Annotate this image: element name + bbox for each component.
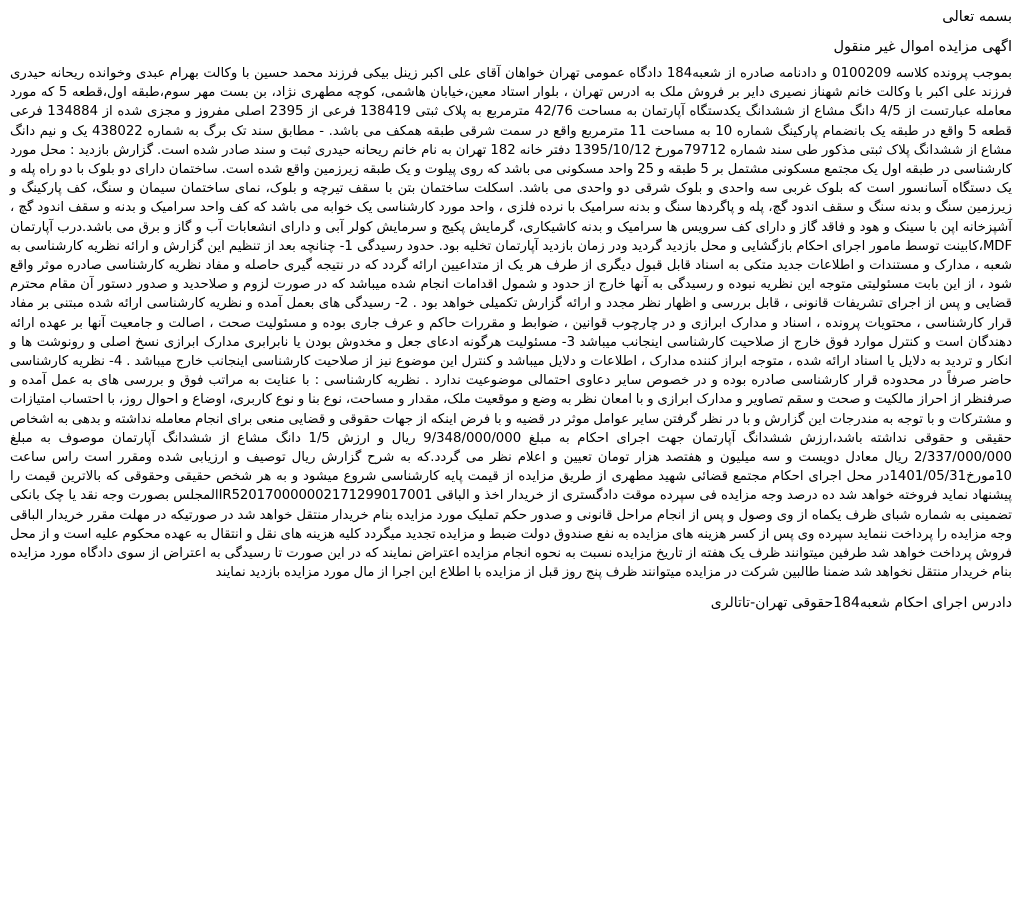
document-header-bismillah: بسمه تعالی	[942, 9, 1012, 25]
document-title: اگهی مزایده اموال غیر منقول	[833, 39, 1012, 55]
document-body: بموجب پرونده کلاسه 0100209 و دادنامه صادره از شعبه184 دادگاه عمومی تهران خواهان آقای علی اکبر زینل بیکی فرزند محمد حسین با وکالت بهرام عبدی وخوانده ریحانه حیدری فرزند علی اکبر با وکالت خانم شهناز نصیری دایر بر فروش ملک به ادرس تهران ، بلوار استاد معین،خیابان هاشمی، کوچه مطهری نژاد، بن بست مهر سوم،طبقه اول،قطعه 5 که مورد معامله عبارتست از 4/5 دانگ مشاع از ششدانگ یکدستگاه آپارتمان به مساحت 42/76 مترمربع به پلاک ثبتی 138419 فرعی از 2395 اصلی مفروز و مجزی شده از 134884 فرعی قطعه 5 واقع در طبقه یک بانضمام پارکینگ شماره 10 به مساحت 11 مترمربع واقع در سمت شرقی طبقه همکف می باشد. - مطابق سند تک برگ به شماره 438022 یک و نیم دانگ مشاع از ششدانگ پلاک ثبتی مذکور طی سند شماره 79712مورخ 1395/10/12 دفتر خانه 182 تهران به نام خانم ریحانه حیدری ثبت و سند صادر شده است. گزارش بازدید : محل مورد کارشناسی در طبقه اول یک مجتمع مسکونی مشتمل بر 5 طبقه و 25 واحد مسکونی می باشد که روی پیلوت و یک طبقه زیرزمین واقع شده است. ساختمان دارای دو بلوک با دو راه پله و یک دستگاه آسانسور است که بلوک غربی سه واحدی و بلوک شرقی دو واحدی می باشد. اسکلت ساختمان بتن با سقف تیرچه و بلوک، نمای ساختمان سیمان و سنگ، کف پارکینگ و زیرزمین سنگ و بدنه سنگ و سقف اندود گچ، پله و پاگردها سنگ و بدنه سرامیک با نرده فلزی ، واحد مورد کارشناسی یک خوابه می باشد که کف واحد سرامیک و بدنه و سقف اندود گچ ، آشپزخانه اپن با سینک و هود و فاقد گاز و دارای کف سرویس ها سرامیک و بدنه کاشیکاری، گرمایش پکیج و سرمایش کولر آبی و دارای انشعابات آب و گاز و برق می باشد.درب آپارتمان MDF،کابینت توسط مامور اجرای احکام بازگشایی و محل بازدید گردید ودر زمان بازدید آپارتمان تخلیه بود. حدود رسیدگی 1- چنانچه بعد از تنظیم این گزارش و ارائه نظریه کارشناسی به شعبه ، مدارک و مستندات و اطلاعات جدید متکی به اسناد قابل قبول دیگری از طرف هر یک از متداعیین ارائه گردد که در نتیجه گیری حاصله و مفاد نظریه کارشناسی صادره موثر واقع شود ، از این بابت مسئولیتی متوجه این نظریه نبوده و رسیدگی به آنها خارج از حدود و شمول اقدامات انجام شده میباشد که در صورت لزوم و صلاحدید و صدور دستور آن مقام محترم قضایی و پس از اجرای تشریفات قانونی ، قابل بررسی و اظهار نظر مجدد و ارائه گزارش تکمیلی خواهد بود . 2- رسیدگی های بعمل آمده و نظریه کارشناسی ارائه شده مبتنی بر مفاد قرار کارشناسی ، محتویات پرونده ، اسناد و مدارک ابرازی و در چارچوب قوانین ، ضوابط و مقررات حاکم و عرف جاری بوده و مسئولیت صحت ، اصالت و جامعیت آنها بر عهده ارائه دهندگان است و کنترل موارد فوق خارج از صلاحیت کارشناسی اینجانب میباشد 3- مسئولیت هرگونه ادعای جعل و مخدوش بودن یا نابرابری مدارک ابرازی نسخ اصلی و رونوشت ها و انکار و تردید به دلایل یا اسناد ارائه شده ، متوجه ابراز کننده مدارک ، اطلاعات و دلایل میباشد و کنترل این موضوع نیز از صلاحیت کارشناسی اینجانب خارج میباشد . 4- نظریه کارشناسی حاضر صرفاً در محدوده قرار کارشناسی صادره بوده و در خصوص سایر دعاوی احتمالی موضوعیت ندارد . نظریه کارشناسی : با عنایت به مراتب فوق و بررسی های به عمل آمده و صرفنظر از احراز مالکیت و صحت و سقم تصاویر و مدارک ابرازی و با امعان نظر به وضع و موقعیت ملک، مقدار و مساحت، نوع بنا و نوع کاربری، اوضاع و احوال روز، با احتساب امتیازات و مشترکات و با توجه به مندرجات این گزارش و با در نظر گرفتن سایر عوامل موثر در قضیه و با فرض اینکه از جهات حقوقی و قضایی منعی برای انجام معامله نداشته و بدهی به اشخاص حقیقی و حقوقی نداشته باشد،ارزش ششدانگ آپارتمان جهت اجرای احکام به مبلغ 9/348/000/000 ریال و ارزش 1/5 دانگ مشاع از ششدانگ آپارتمان موصوف به مبلغ 2/337/000/000 ریال معادل دویست و سه میلیون و هفتصد هزار تومان تعیین و اعلام نظر می گردد.که به شرح گزارش ریال توصیف و ارزیابی شده ومقرر است راس ساعت 10مورخ1401/05/31در محل اجرای احکام مجتمع قضائی شهید مطهری از طریق مزایده از قیمت پایه کارشناسی شروع میشود و به هر شخص حقیقی وحقوقی که بالاترین قیمت را پیشنهاد نماید فروخته خواهد شد ده درصد وجه مزایده فی سپرده موقت دادگستری از خریدار اخذ و الباقی IR520170000002171299017001المجلس بصورت وجه نقد یا چک بانکی تضمینی به شماره شبای ظرف یکماه از وی وصول و پس از انجام مراحل قانونی و صدور حکم تملیک مورد مزایده بنام خریدار منتقل خواهد شد در صورتیکه در مهلت مقرر خریدار الباقی وجه مزایده را پرداخت ننماید سپرده وی پس از کسر هزینه های مزایده به نفع صندوق دولت ضبط و مزایده تجدید میگردد کلیه هزینه های نقل و انتقال به عهده محکوم علیه است و از محل فروش پرداخت خواهد شد طرفین میتوانند ظرف یک هفته از تاریخ مزایده نسبت به نحوه انجام مزایده اعتراض نمایند که در این صورت تا رسیدگی به اعتراض از سوی دادگاه مورد مزایده بنام خریدار منتقل نخواهد شد ضمنا طالبین شرکت در مزایده میتوانند ظرف پنج روز قبل از مزایده با اطلاع این اجرا از مال مورد مزایده بازدید نمایند	[10, 66, 1013, 581]
document-signature: دادرس اجرای احکام شعبه184حقوقی تهران-تاتالری	[710, 595, 1012, 612]
